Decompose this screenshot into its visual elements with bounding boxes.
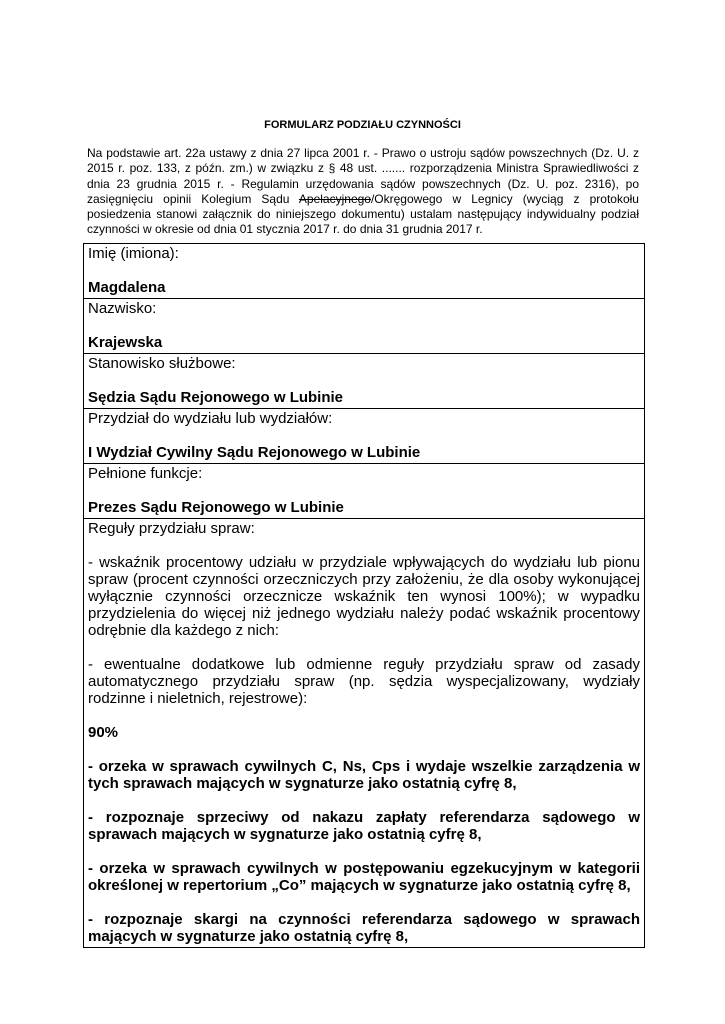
last-name-label: Nazwisko: [88,300,157,317]
rules-instruction-2: - ewentualne dodatkowe lub odmienne reguły przydziału spraw od zasady automatycznego przydziału spraw (np. sędzia wyspecjalizowany, wydziały rodzinne i nieletnich, rejestrowe): [88,656,640,707]
last-name-cell [84,299,645,354]
first-name-cell [84,244,645,299]
rules-label: Reguły przydziału spraw: [88,520,255,537]
functions-cell [84,464,645,519]
functions-row [84,464,645,519]
intro-text-after: /Okręgowego w Legnicy (wyciąg z protokołu posiedzenia stanowi załącznik do niniejszego dokumentu) ustalam następujący indywidualny podział czynności w okresie od dnia 01 stycznia 2017 r. do dnia 31 grudnia 2017 r. [87,191,639,237]
assignment-form-table [83,243,645,948]
division-cell [84,409,645,464]
last-name-row [84,299,645,354]
rules-percentage: 90% [88,724,119,741]
rules-item-1: - orzeka w sprawach cywilnych C, Ns, Cps i wydaje wszelkie zarządzenia w tych sprawach mających w sygnaturze jako ostatnią cyfrę 8, [88,758,640,792]
first-name-label: Imię (imiona): [88,245,179,262]
position-cell [84,354,645,409]
intro-struck-text: Apelacyjnego [298,191,371,206]
intro-text-before: Na podstawie art. 22a ustawy z dnia 27 lipca 2001 r. - Prawo o ustroju sądów powszechnych (Dz. U. z 2015 r. poz. 133, z późn. zm.) w związku z § 48 ust. ....... rozporządzenia Ministra Sprawiedliwości z dnia 23 grudnia 2015 r. - Regulamin urzędowania sądów powszechnych (Dz. U. poz. 2316), po zasięgnięciu opinii Kolegium Sądu [87,146,639,206]
division-label: Przydział do wydziału lub wydziałów: [88,410,333,427]
first-name-value: Magdalena [88,279,166,296]
division-value: I Wydział Cywilny Sądu Rejonowego w Lubinie [88,444,421,461]
position-label: Stanowisko służbowe: [88,355,236,372]
functions-label: Pełnione funkcje: [88,465,203,482]
rules-row [84,519,645,948]
rules-item-2: - rozpoznaje sprzeciwy od nakazu zapłaty referendarza sądowego w sprawach mających w sygnaturze jako ostatnią cyfrę 8, [88,809,640,843]
position-value: Sędzia Sądu Rejonowego w Lubinie [88,389,344,406]
functions-value: Prezes Sądu Rejonowego w Lubinie [88,499,344,516]
division-row [84,409,645,464]
rules-instruction-1: - wskaźnik procentowy udziału w przydziale wpływających do wydziału lub pionu spraw (procent czynności orzeczniczych przy założeniu, że dla osoby wykonującej wyłącznie czynności orzecznicze wskaźnik ten wynosi 100%); w wypadku przydzielenia do więcej niż jednego wydziału należy podać wskaźnik procentowy odrębnie dla każdego z nich: [88,554,640,639]
document-title: FORMULARZ PODZIAŁU CZYNNOŚCI [264,119,461,131]
position-row [84,354,645,409]
rules-item-4: - rozpoznaje skargi na czynności referendarza sądowego w sprawach mających w sygnaturze jako ostatnią cyfrę 8, [88,911,640,945]
first-name-row [84,244,645,299]
rules-cell [84,519,645,948]
last-name-value: Krajewska [88,334,163,351]
rules-item-3: - orzeka w sprawach cywilnych w postępowaniu egzekucyjnym w kategorii określonej w repertorium „Co” mających w sygnaturze jako ostatnią cyfrę 8, [88,860,640,894]
intro-paragraph [87,146,639,238]
